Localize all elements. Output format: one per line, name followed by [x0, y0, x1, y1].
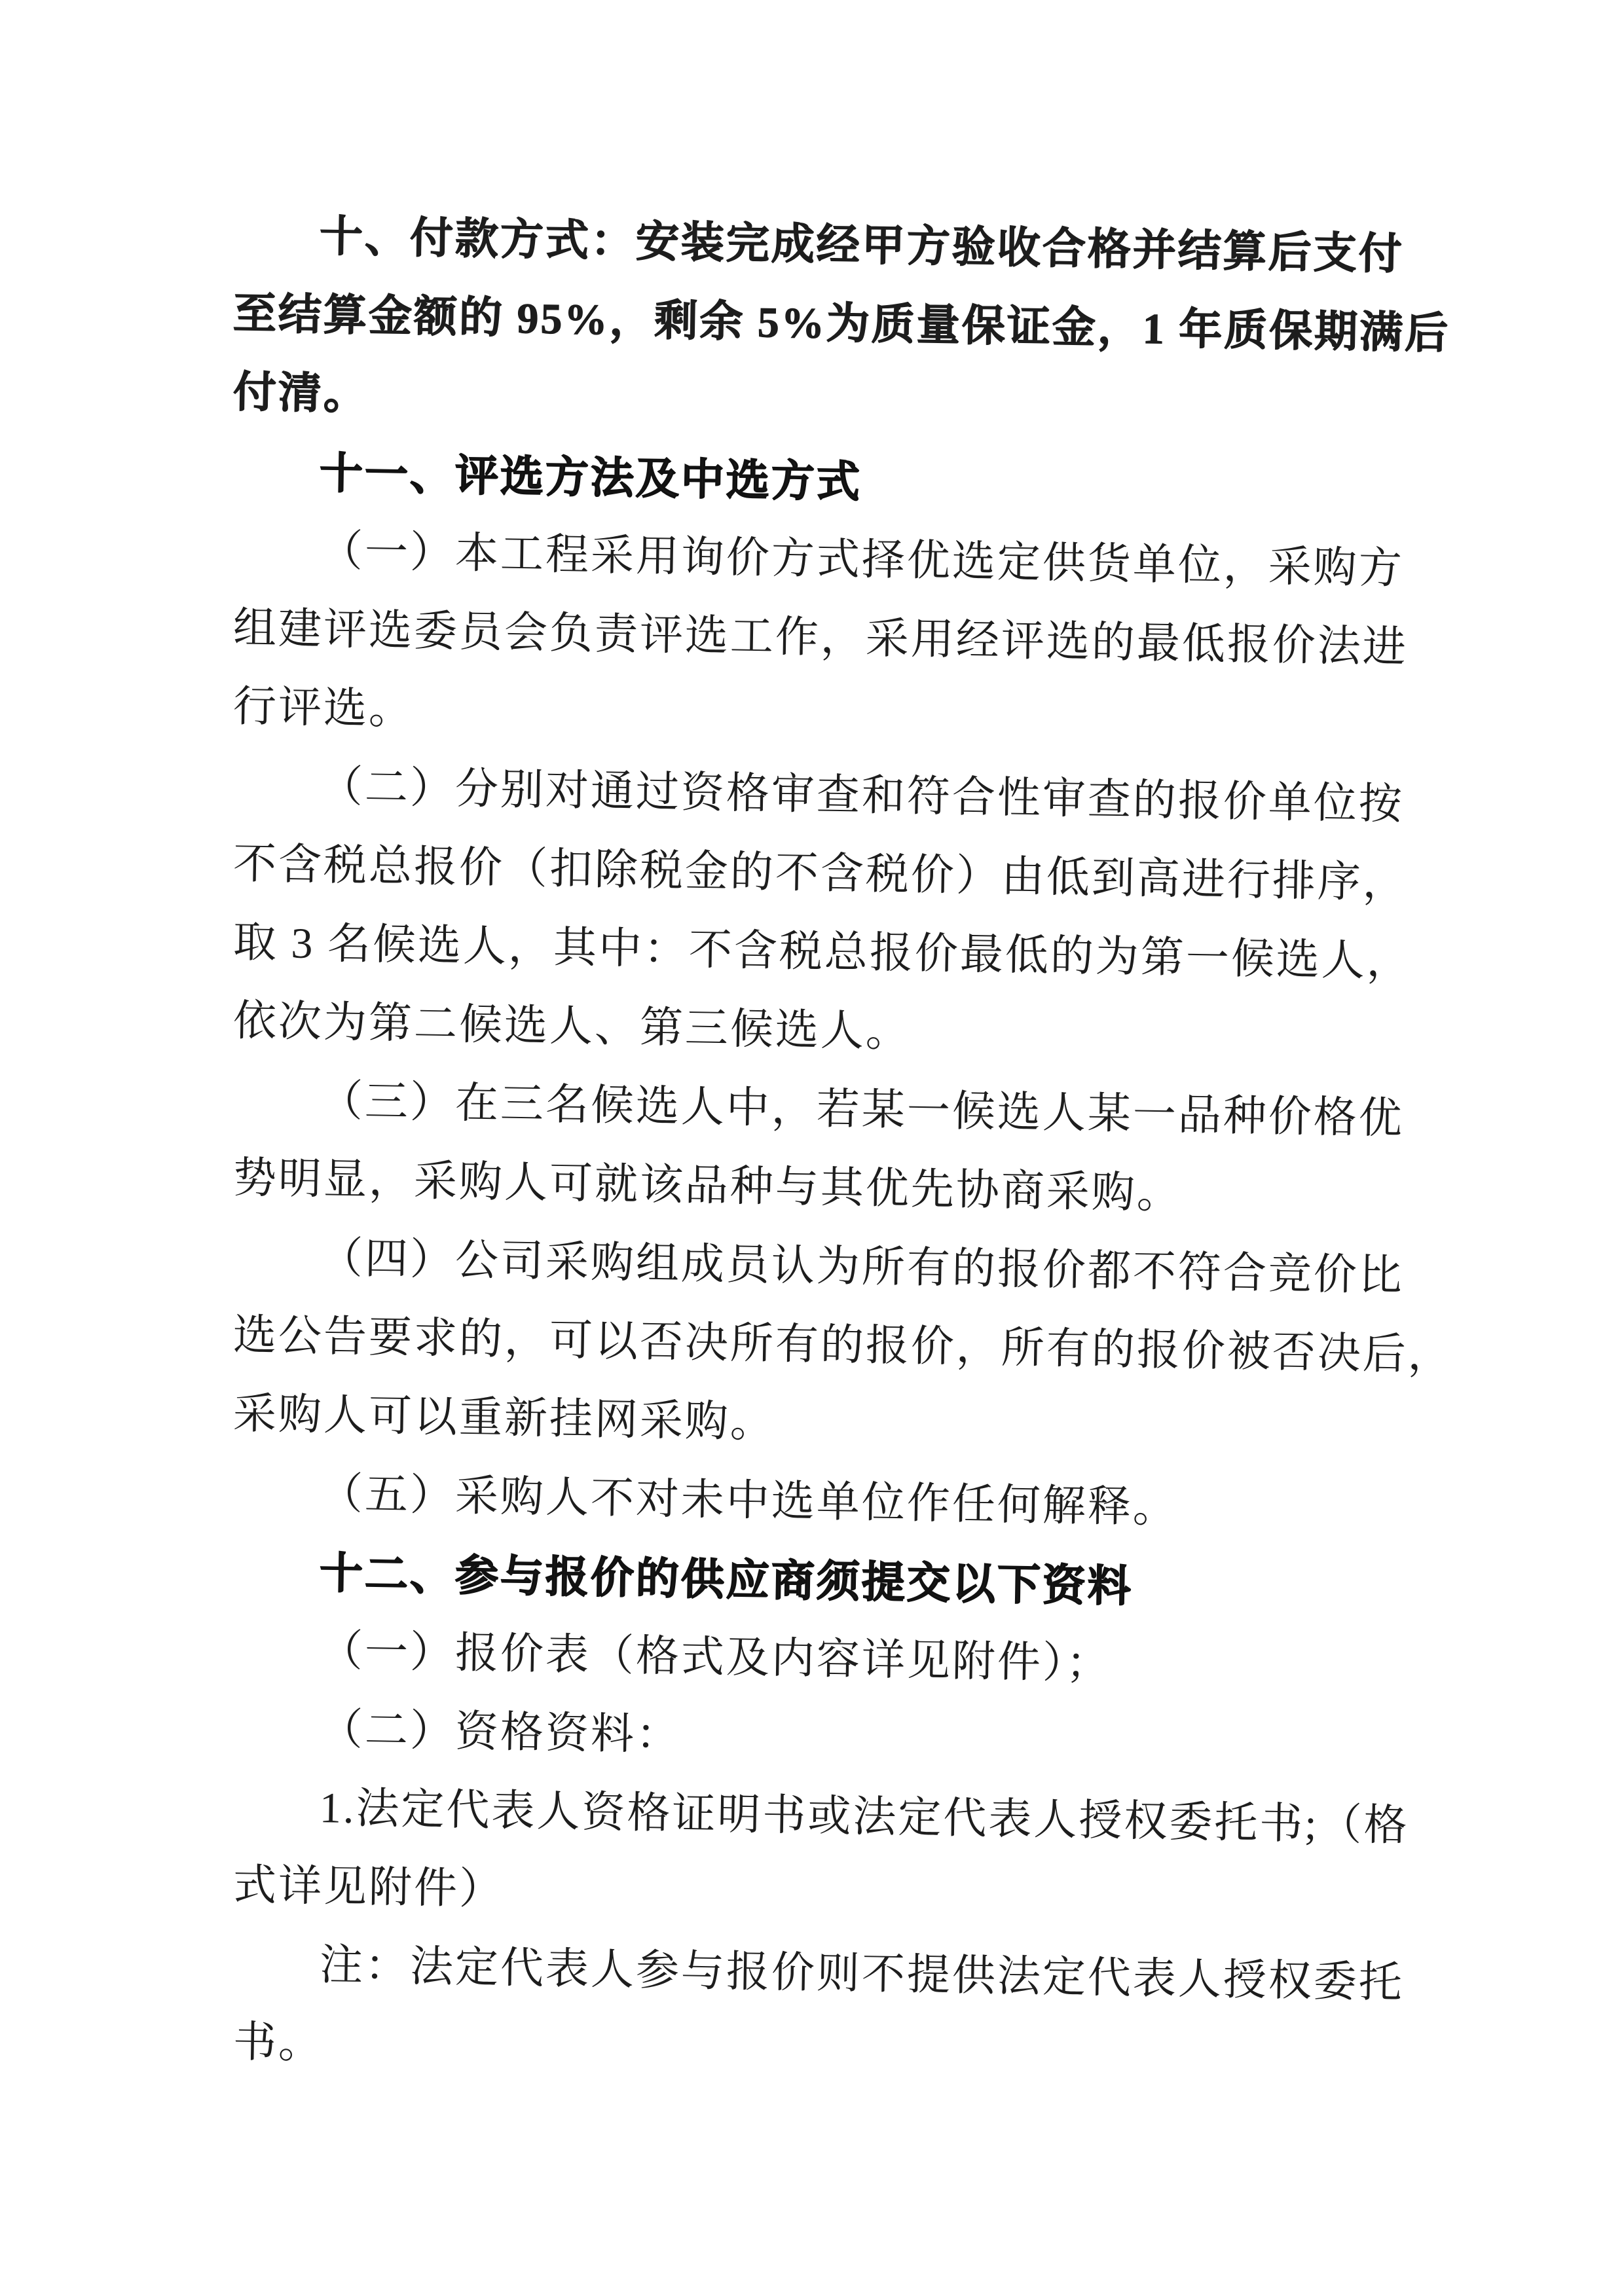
text-line: 取 3 名候选人，其中：不含税总报价最低的为第一候选人， [232, 919, 1412, 986]
text-line: （二）资格资料： [319, 1705, 682, 1760]
text-line: 十一、评选方法及中选方式 [319, 448, 862, 506]
text-line: 组建评选委员会负责评选工作，采用经评选的最低报价法进 [232, 604, 1409, 672]
text-line: 至结算金额的 95%，剩余 5%为质量保证金，1 年质保期满后 [232, 290, 1450, 358]
text-line: 行评选。 [232, 683, 415, 734]
clause-11-item-3 [233, 1061, 1405, 1218]
clause-10-payment [232, 196, 1450, 432]
text-line: （四）公司采购组成员认为所有的报价都不符合竞价比 [319, 1234, 1405, 1300]
text-line: （五）采购人不对未中选单位作任何解释。 [319, 1470, 1179, 1532]
clause-12-note [233, 1925, 1405, 2082]
text-line: （一）本工程采用询价方式择优选定供货单位，采购方 [319, 527, 1405, 593]
text-line: （一）报价表（格式及内容详见附件）； [319, 1627, 1112, 1688]
text-line: 依次为第二候选人、第三候选人。 [232, 997, 912, 1057]
text-line: 十、付款方式：安装完成经甲方验收合格并结算后支付 [319, 213, 1405, 279]
text-line: 采购人可以重新挂网采购。 [232, 1390, 776, 1447]
clause-11-item-4 [232, 1218, 1454, 1453]
clause-12-item-2-sub-1 [232, 1768, 1410, 1925]
document-body [232, 196, 1454, 2082]
text-line: （二）分别对通过资格审查和符合性审查的报价单位按 [319, 763, 1405, 829]
text-line: 付清。 [232, 369, 369, 419]
clause-11-item-1 [232, 511, 1409, 746]
text-line: 式详见附件） [232, 1861, 505, 1914]
text-line: 不含税总报价（扣除税金的不含税价）由低到高进行排序， [232, 840, 1409, 907]
text-line: 选公告要求的，可以否决所有的报价，所有的报价被否决后， [232, 1311, 1454, 1379]
text-line: （三）在三名候选人中，若某一候选人某一品种价格优 [319, 1077, 1405, 1143]
clause-11-item-2 [232, 746, 1412, 1061]
text-line: 1.法定代表人资格证明书或法定代表人授权委托书;（格 [319, 1784, 1410, 1850]
text-line: 势明显，采购人可就该品种与其优先协商采购。 [232, 1154, 1183, 1218]
text-line: 十二、参与报价的供应商须提交以下资料 [319, 1548, 1134, 1611]
text-line: 注：法定代表人参与报价则不提供法定代表人授权委托 [319, 1941, 1405, 2007]
text-line: 书。 [232, 2018, 324, 2068]
